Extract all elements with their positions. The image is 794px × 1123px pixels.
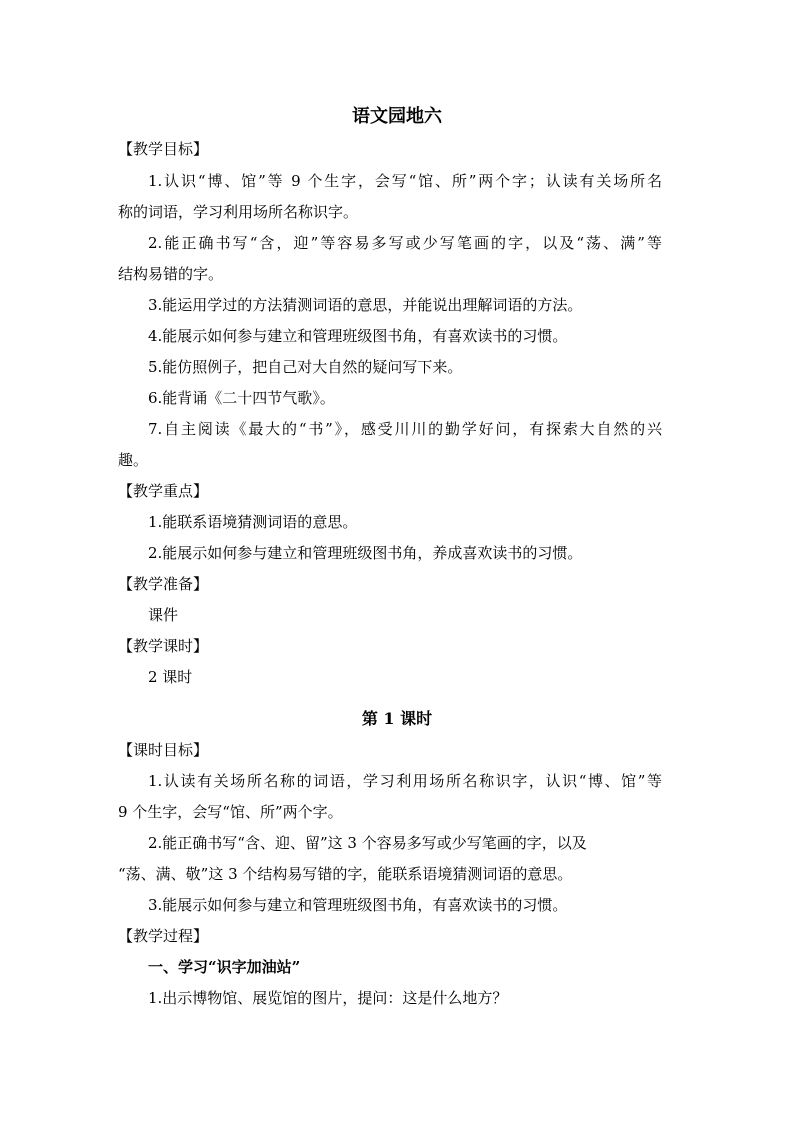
process-step-title: 一、学习“识字加油站” xyxy=(148,958,301,976)
section-heading-key-points: 【教学重点】 xyxy=(118,482,209,500)
goal-line-2-cont: 结构易错的字。 xyxy=(118,265,224,283)
process-line-1: 1.出示博物馆、展览馆的图片，提问：这是什么地方？ xyxy=(148,989,508,1007)
key-point-line-2: 2.能展示如何参与建立和管理班级图书角，养成喜欢读书的习惯。 xyxy=(148,544,583,562)
goal-line-1: 1.认识“博、馆”等 9 个生字，会写“馆、所”两个字；认读有关场所名 xyxy=(148,172,662,190)
goal-line-7-cont: 趣。 xyxy=(118,451,149,469)
goal-line-7: 7.自主阅读《最大的“书”》，感受川川的勤学好问，有探索大自然的兴 xyxy=(148,420,662,438)
key-point-line-1: 1.能联系语境猜测词语的意思。 xyxy=(148,513,358,531)
lesson-goal-line-1-cont: 9 个生字，会写“馆、所”两个字。 xyxy=(118,803,343,821)
section-heading-preparation: 【教学准备】 xyxy=(118,575,209,593)
document-title: 语文园地六 xyxy=(352,106,442,127)
goal-line-2: 2.能正确书写“含，迎”等容易多写或少写笔画的字，以及“荡、满”等 xyxy=(148,234,662,252)
section-heading-class-hours: 【教学课时】 xyxy=(118,637,209,655)
goal-line-4: 4.能展示如何参与建立和管理班级图书角，有喜欢读书的习惯。 xyxy=(148,327,568,345)
lesson-goals-heading: 【课时目标】 xyxy=(118,741,209,759)
process-heading: 【教学过程】 xyxy=(118,927,209,945)
goal-line-6: 6.能背诵《二十四节气歌》。 xyxy=(148,389,335,407)
lesson-title: 第 1 课时 xyxy=(361,709,433,728)
lesson-goal-line-2-cont: “荡、满、敬”这 3 个结构易写错的字，能联系语境猜测词语的意思。 xyxy=(118,865,573,883)
lesson-goal-line-3: 3.能展示如何参与建立和管理班级图书角，有喜欢读书的习惯。 xyxy=(148,896,568,914)
lesson-goal-line-2: 2.能正确书写“含、迎、留”这 3 个容易多写或少写笔画的字，以及 xyxy=(148,834,587,852)
goal-line-3: 3.能运用学过的方法猜测词语的意思，并能说出理解词语的方法。 xyxy=(148,296,583,314)
class-hours-line: 2 课时 xyxy=(148,668,193,686)
section-heading-goals: 【教学目标】 xyxy=(118,140,209,158)
goal-line-1-cont: 称的词语，学习利用场所名称识字。 xyxy=(118,203,359,221)
lesson-goal-line-1: 1.认读有关场所名称的词语，学习利用场所名称识字，认识“博、馆”等 xyxy=(148,772,662,790)
goal-line-5: 5.能仿照例子，把自己对大自然的疑问写下来。 xyxy=(148,358,463,376)
preparation-line: 课件 xyxy=(148,606,179,624)
